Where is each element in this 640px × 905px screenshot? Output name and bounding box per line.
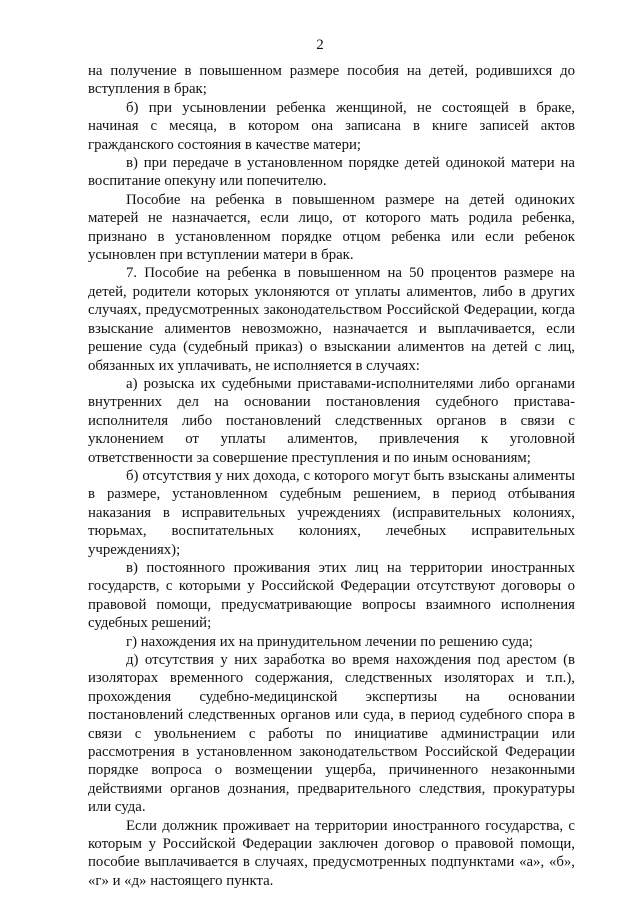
paragraph-item-b: б) при усыновлении ребенка женщиной, не состоящей в браке, начиная с месяца, в котором она записана в книге записей актов гражданского состояния в качестве матери; <box>88 99 575 153</box>
paragraph-item-g: г) нахождения их на принудительном лечении по решению суда; <box>126 633 533 650</box>
paragraph-item-v: в) при передаче в установленном порядке детей одинокой матери на воспитание опекуну или попечителю. <box>88 155 575 190</box>
paragraph-item-a: а) розыска их судебными приставами-исполнителями либо органами внутренних дел на основании постановления судебного пристава-исполнителя либо постановлений следственных органов в связи с уклонением от уплаты алиментов, привлечения к уголовной ответственности за совершение преступления и по иным основаниям; <box>88 375 575 466</box>
paragraph-continuation: на получение в повышенном размере пособия на детей, родившихся до вступления в брак; <box>88 63 575 98</box>
paragraph-foreign-debtor: Если должник проживает на территории иностранного государства, с которым у Российской Федерации заключен договор о правовой помощи, пособие выплачивается в случаях, предусмотренных подпунктами «а», «б», «г» и «д» настоящего пункта. <box>88 817 575 889</box>
document-body <box>88 62 575 890</box>
paragraph-exclusion-note: Пособие на ребенка в повышенном размере на детей одиноких матерей не назначается, если лицо, от которого мать родила ребенка, признано в установленном порядке отцом ребенка или если ребенок усыновлен при вступлении матери в брак. <box>88 191 575 264</box>
paragraph-item-v2: в) постоянного проживания этих лиц на территории иностранных государств, с которыми у Российской Федерации отсутствуют договоры о правовой помощи, предусматривающие вопросы взаимного исполнения судебных решений; <box>88 559 575 632</box>
paragraph-section-7: 7. Пособие на ребенка в повышенном на 50 процентов размере на детей, родители которых уклоняются от уплаты алиментов, либо в других случаях, предусмотренных законодательством Российской Федерации, когда взыскание алиментов невозможно, назначается и выплачивается, если решение суда (судебный приказ) о взыскании алиментов на детей с лиц, обязанных их уплачивать, не исполняется в случаях: <box>88 265 575 374</box>
paragraph-item-b2: б) отсутствия у них дохода, с которого могут быть взысканы алименты в размере, установленном судебным решением, в период отбывания наказания в исправительных учреждениях (исправительных колониях, тюрьмах, воспитательных колониях, лечебных исправительных учреждениях); <box>88 467 575 558</box>
paragraph-item-d: д) отсутствия у них заработка во время нахождения под арестом (в изоляторах временного содержания, следственных изоляторах и т.п.), прохождения судебно-медицинской экспертизы на основании постановлений следственных органов или суда, в период судебного спора в связи с увольнением с работы по инициативе администрации или рассмотрения в установленном законодательством Российской Федерации порядке вопроса о возмещении ущерба, причиненного незаконными действиями органов дознания, предварительного следствия, прокуратуры или суда. <box>88 652 575 816</box>
page-number: 2 <box>316 37 324 53</box>
